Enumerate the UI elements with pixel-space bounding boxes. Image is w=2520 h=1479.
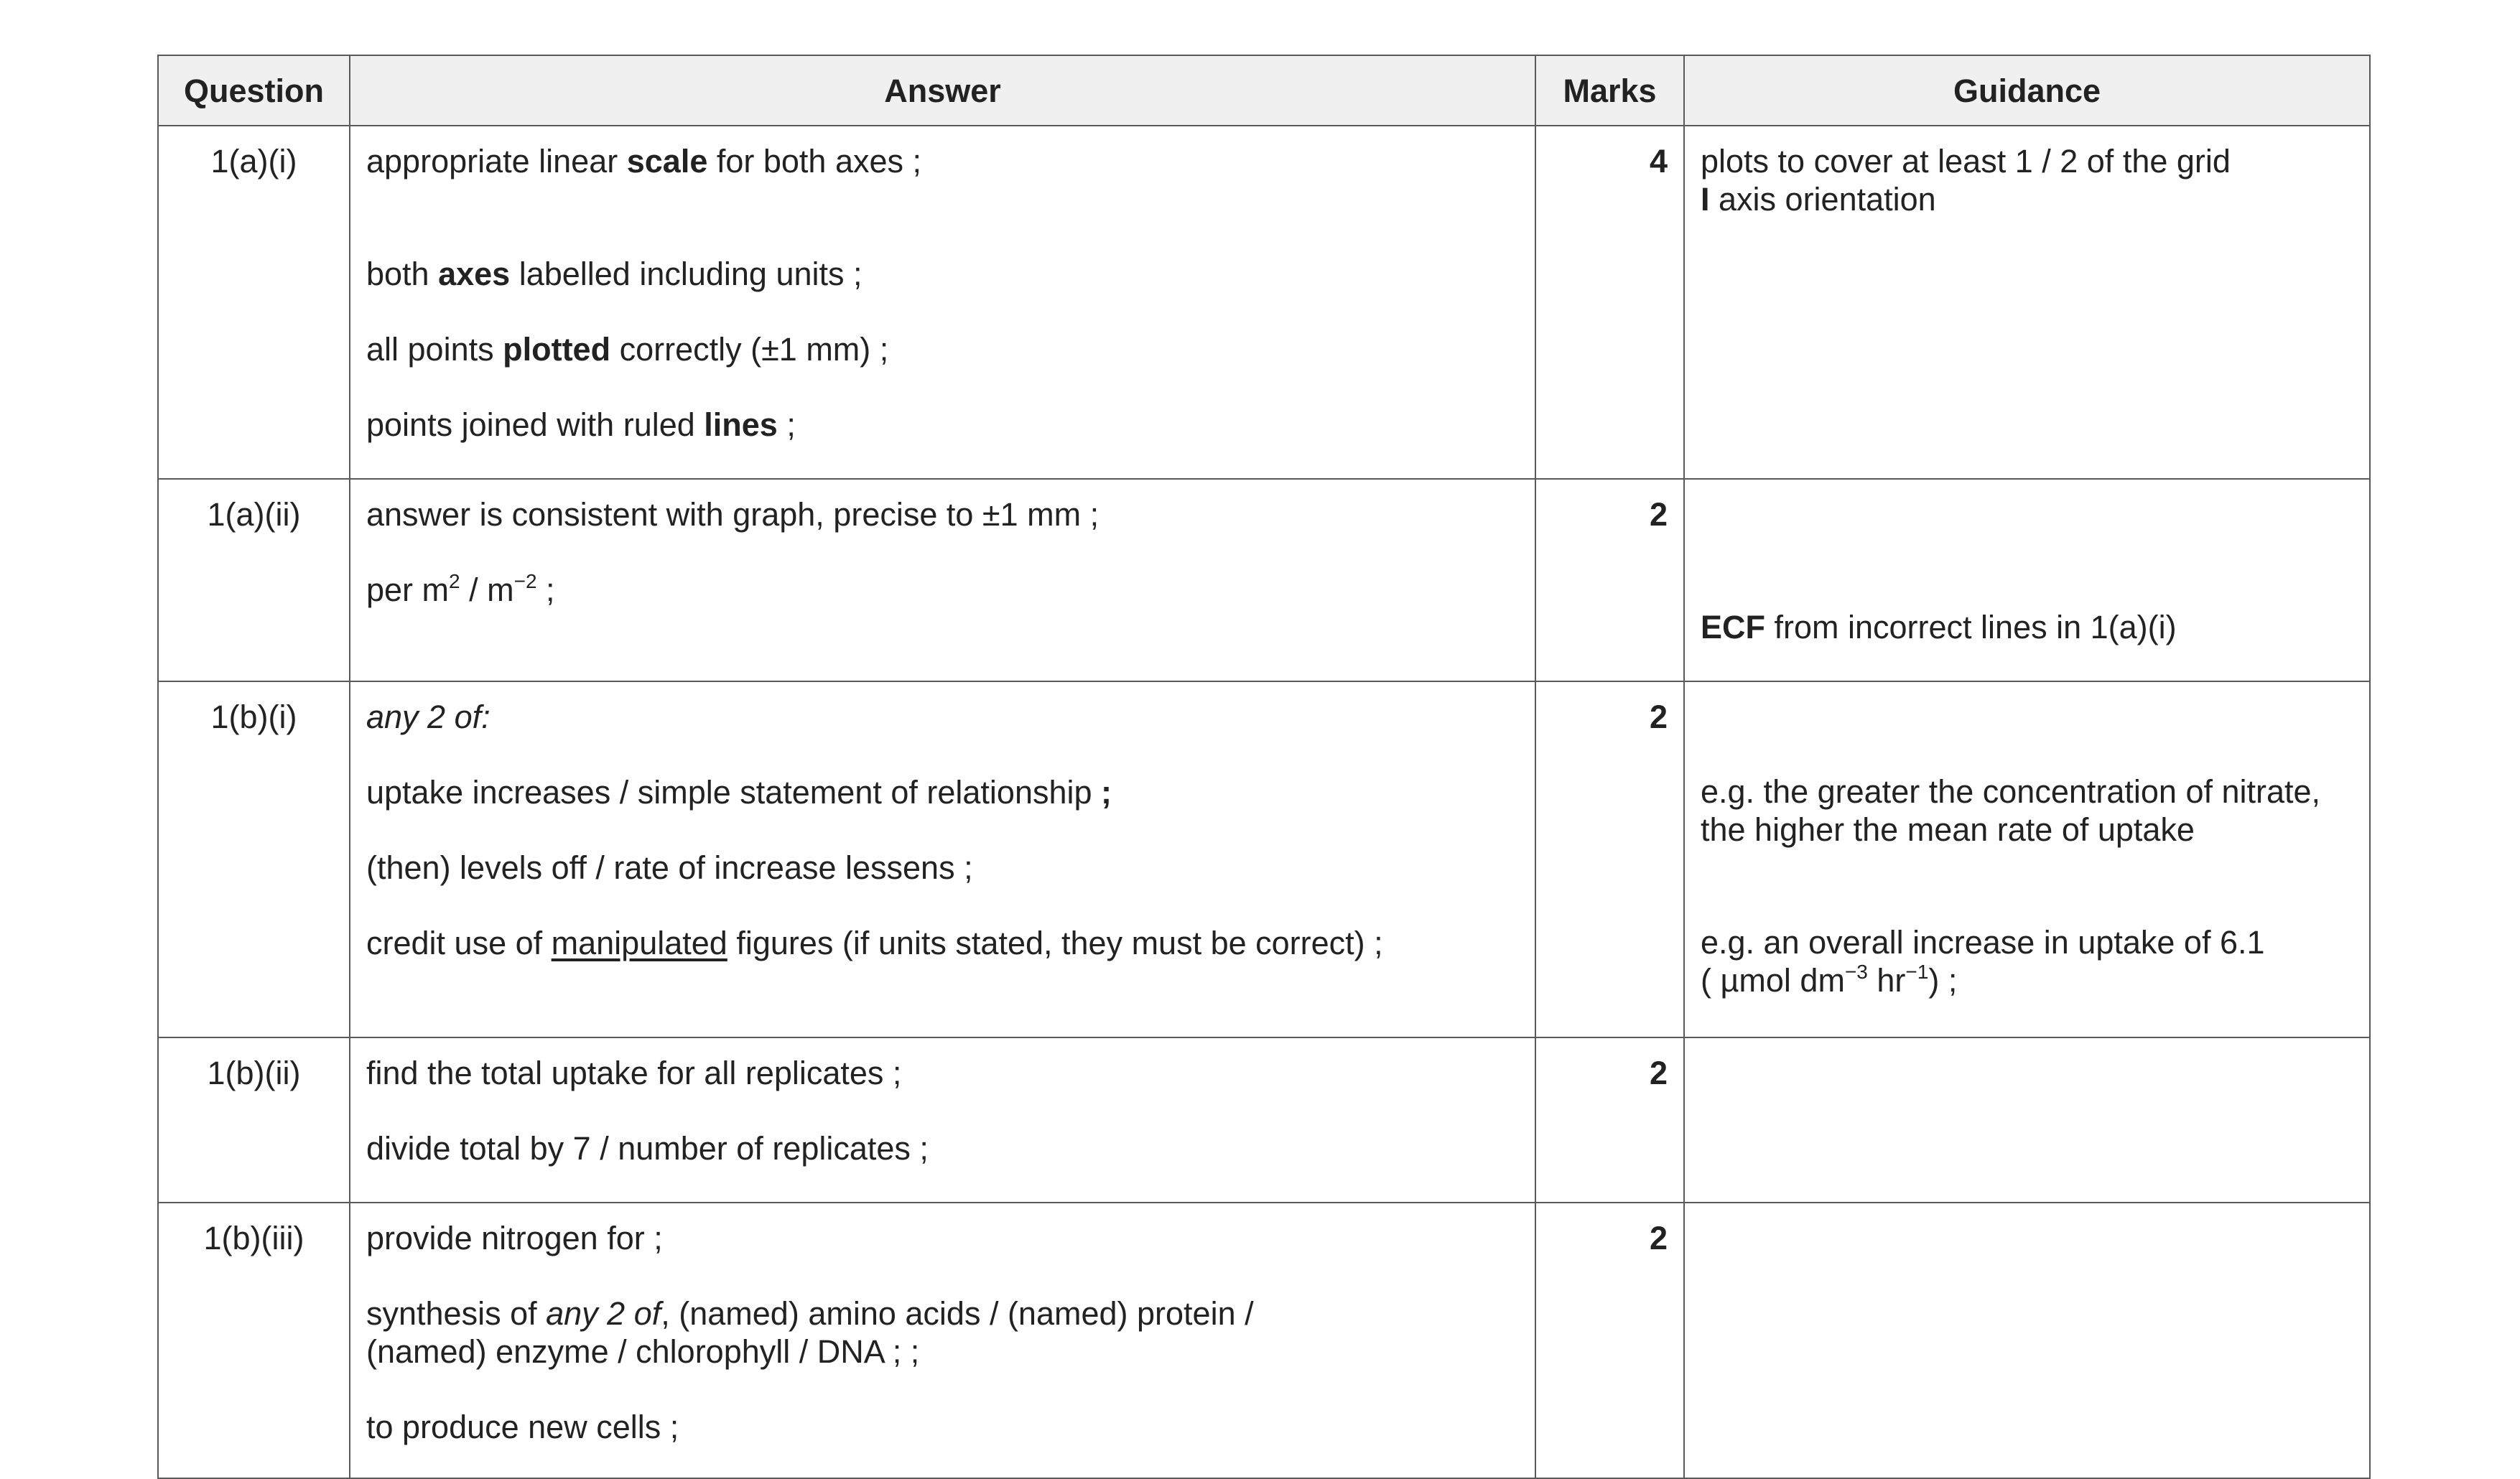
answer-cell bbox=[350, 479, 1535, 681]
answer-line: (then) levels off / rate of increase lessens ; bbox=[366, 849, 973, 886]
guidance-cell bbox=[1684, 126, 2370, 479]
answer-line: per $m^2 / m^{-2}$ ; bbox=[366, 570, 555, 608]
guidance-line: e.g. the greater the concentration of nitrate, bbox=[1701, 773, 2321, 810]
table-row bbox=[158, 126, 2370, 479]
answer-cell bbox=[350, 1037, 1535, 1203]
answer-line: both axes labelled including units ; bbox=[366, 256, 863, 292]
marks-value: 2 bbox=[1535, 1203, 1684, 1478]
marks-value: 2 bbox=[1535, 479, 1684, 681]
guidance-line: ECF from incorrect lines in 1(a)(i) bbox=[1701, 609, 2177, 645]
marks-value: 2 bbox=[1535, 681, 1684, 1037]
answer-cell bbox=[350, 681, 1535, 1037]
mark-scheme bbox=[157, 55, 2369, 1479]
header-guidance: Guidance bbox=[1684, 55, 2370, 126]
header-marks: Marks bbox=[1535, 55, 1684, 126]
answer-line: answer is consistent with graph, precise to ±1 mm ; bbox=[366, 496, 1099, 533]
answer-line: find the total uptake for all replicates ; bbox=[366, 1055, 902, 1091]
guidance-line: I axis orientation bbox=[1701, 181, 1936, 218]
guidance-line: the higher the mean rate of uptake bbox=[1701, 811, 2195, 848]
guidance-line: ( µmol $dm^{-3}$ $hr^{-1}$) ; bbox=[1701, 961, 1958, 999]
guidance-line: e.g. an overall increase in uptake of 6.1 bbox=[1701, 924, 2265, 961]
guidance-line: plots to cover at least 1 / 2 of the grid bbox=[1701, 143, 2231, 179]
question-number: 1(b)(ii) bbox=[158, 1037, 350, 1203]
question-number: 1(b)(i) bbox=[158, 681, 350, 1037]
guidance-cell bbox=[1684, 681, 2370, 1037]
answer-cell bbox=[350, 126, 1535, 479]
answer-line: to produce new cells ; bbox=[366, 1409, 679, 1445]
mark-scheme-table bbox=[157, 55, 2371, 1479]
answer-line: appropriate linear scale for both axes ; bbox=[366, 143, 922, 179]
guidance-cell bbox=[1684, 1203, 2370, 1478]
answer-cell bbox=[350, 1203, 1535, 1478]
header-row bbox=[158, 55, 2370, 126]
answer-line: divide total by 7 / number of replicates ; bbox=[366, 1130, 929, 1167]
question-number: 1(a)(i) bbox=[158, 126, 350, 479]
answer-line: uptake increases / simple statement of relationship ; bbox=[366, 774, 1112, 811]
answer-line: any 2 of: bbox=[366, 699, 490, 735]
answer-line: points joined with ruled lines ; bbox=[366, 406, 796, 443]
table-row bbox=[158, 681, 2370, 1037]
guidance-cell bbox=[1684, 479, 2370, 681]
marks-value: 4 bbox=[1535, 126, 1684, 479]
marks-value: 2 bbox=[1535, 1037, 1684, 1203]
question-number: 1(b)(iii) bbox=[158, 1203, 350, 1478]
guidance-cell bbox=[1684, 1037, 2370, 1203]
table-row bbox=[158, 1037, 2370, 1203]
header-answer: Answer bbox=[350, 55, 1535, 126]
answer-line: synthesis of any 2 of, (named) amino acids / (named) protein / bbox=[366, 1295, 1254, 1332]
table-row bbox=[158, 1203, 2370, 1478]
answer-line: provide nitrogen for ; bbox=[366, 1220, 663, 1256]
answer-line: credit use of manipulated figures (if units stated, they must be correct) ; bbox=[366, 925, 1383, 961]
question-number: 1(a)(ii) bbox=[158, 479, 350, 681]
answer-line: all points plotted correctly (±1 mm) ; bbox=[366, 331, 889, 368]
table-row bbox=[158, 479, 2370, 681]
header-question: Question bbox=[158, 55, 350, 126]
answer-line: (named) enzyme / chlorophyll / DNA ; ; bbox=[366, 1333, 920, 1370]
